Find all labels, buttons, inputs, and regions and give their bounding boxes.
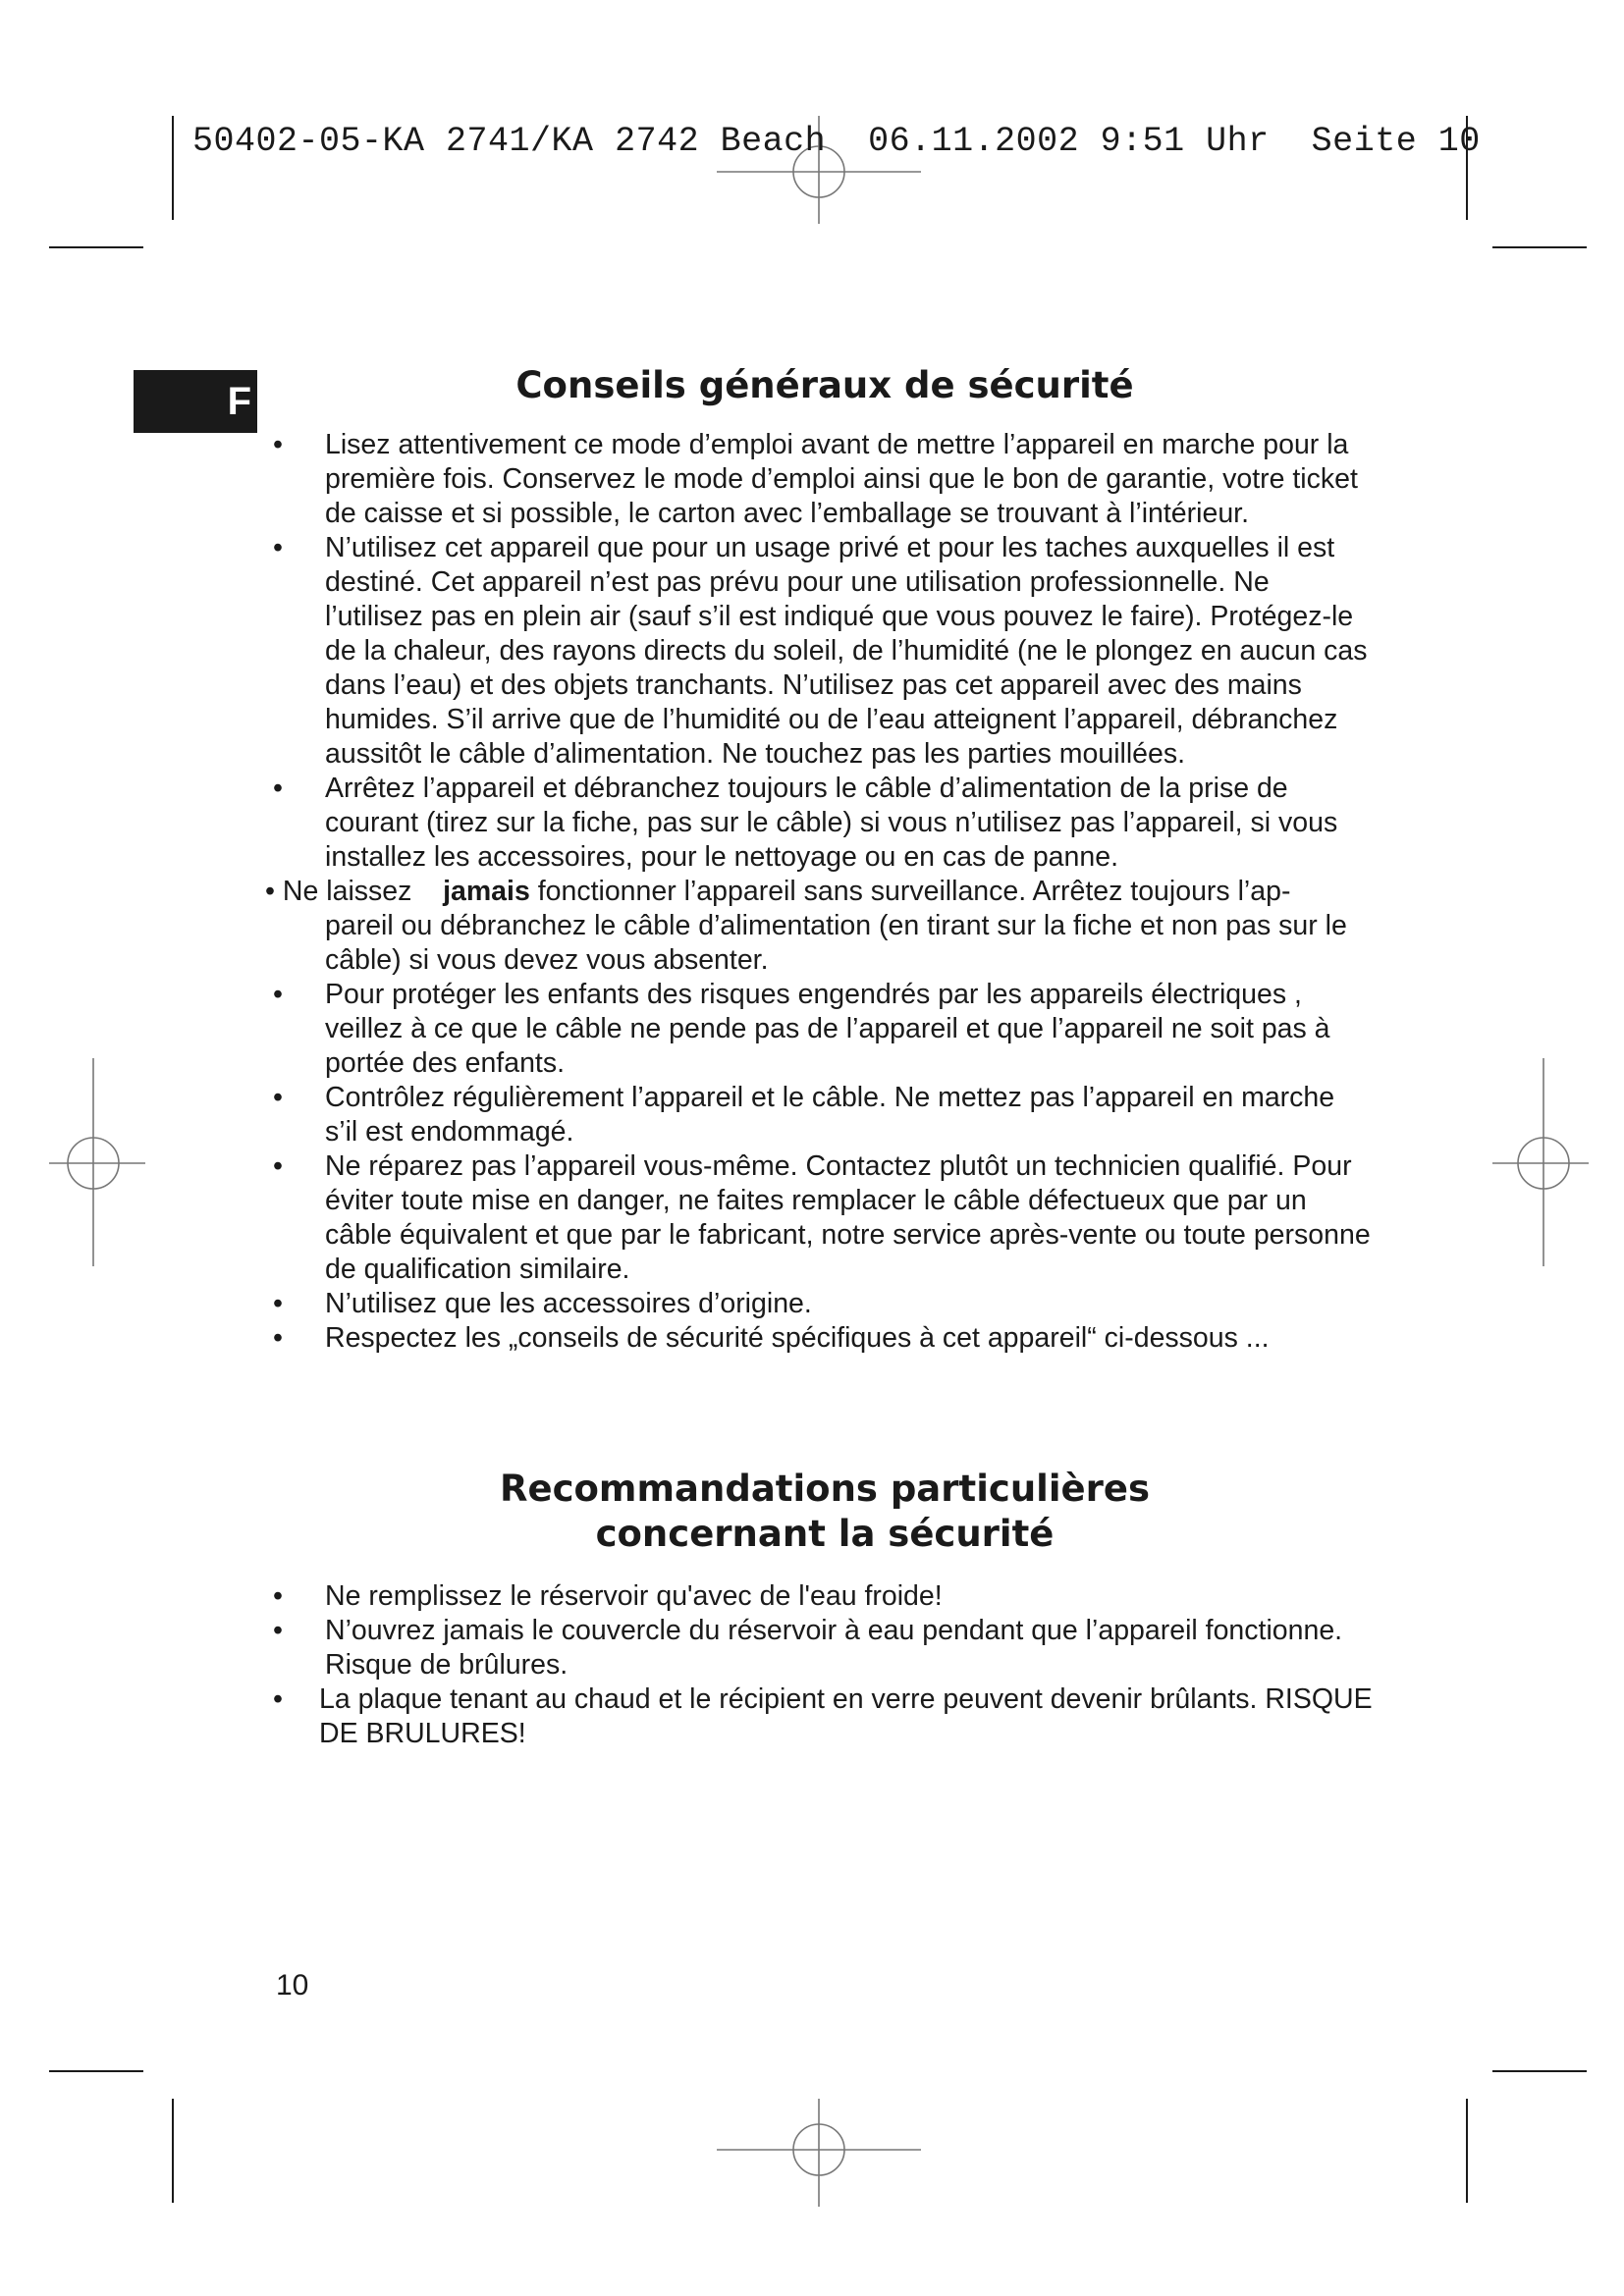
emphasis-text: jamais (443, 876, 530, 907)
list-item: • N’utilisez cet appareil que pour un usage privé et pour les taches auxquelles il est destiné. Cet appareil n’est pas prévu pour une utilisation professionnelle. Ne l’utilisez pas en plein air (sauf s’il est indiqué que vous pouvez le faire). Protégez-le de la chaleur, des rayons directs du soleil, de l’humidité (ne le plongez en aucun cas dans l’eau) et des objets tranchants. N’utilisez pas cet appareil avec des mains humides. S’il arrive que de l’humidité ou de l’eau atteignent l’appareil, débranchez aussitôt le câble d’alimentation. Ne touchez pas les parties mouillées. (273, 532, 1368, 770)
bullet: • (273, 1615, 283, 1646)
list-item: • Arrêtez l’appareil et débranchez toujours le câble d’alimentation de la prise de courant (tirez sur la fiche, pas sur le câble) si vous n’utilisez pas l’appareil, si vous installez les accessoires, pour le nettoyage ou en cas de panne. (273, 773, 1338, 873)
specific-safety-list (265, 1579, 1375, 1751)
bullet: • (273, 1580, 283, 1612)
list-item: • Lisez attentivement ce mode d’emploi avant de mettre l’appareil en marche pour la première fois. Conservez le mode d’emploi ainsi que le bon de garantie, votre ticket de caisse et si possible, le carton avec l’emballage se trouvant à l’intérieur. (273, 429, 1358, 529)
list-item: • La plaque tenant au chaud et le récipient en verre peuvent devenir brûlants. RISQUE DE BRULURES! (273, 1683, 1373, 1749)
list-item: • Contrôlez régulièrement l’appareil et le câble. Ne mettez pas l’appareil en marche s’il est endommagé. (273, 1082, 1335, 1148)
bullet: • (273, 532, 283, 563)
page-number: 10 (276, 1969, 309, 2002)
section-title-specific-safety: Recommandations particulières concernant la sécurité (499, 1468, 1150, 1555)
language-tab: F (134, 370, 257, 433)
print-slug-line: 50402-05-KA 2741/KA 2742 Beach 06.11.2002 9:51 Uhr Seite 10 (192, 122, 1481, 161)
bullet: • (273, 1683, 283, 1715)
bullet: • (273, 979, 283, 1010)
list-item: • Ne réparez pas l’appareil vous-même. Contactez plutôt un technicien qualifié. Pour éviter toute mise en danger, ne faites remplacer le câble défectueux que par un câble équivalent et que par le fabricant, notre service après-vente ou toute personne de qualification similaire. (273, 1150, 1371, 1285)
section-title-general-safety: Conseils généraux de sécurité (515, 364, 1134, 406)
list-item: • Ne laissez jamais fonctionner l’appareil sans surveillance. Arrêtez toujours l’ap- pareil ou débranchez le câble d’alimentation (en tirant sur la fiche et non pas sur le câble) si vous devez vous absenter. (265, 876, 1347, 976)
bullet: • (273, 1150, 283, 1182)
list-item: • Ne remplissez le réservoir qu'avec de l'eau froide! (273, 1580, 943, 1612)
bullet: • (265, 876, 275, 907)
list-item: • N’utilisez que les accessoires d’origine. (273, 1288, 812, 1319)
bullet: • (273, 1288, 283, 1319)
general-safety-list (265, 428, 1375, 1356)
bullet: • (273, 1322, 283, 1354)
list-item: • N’ouvrez jamais le couvercle du réservoir à eau pendant que l’appareil fonctionne. Risque de brûlures. (273, 1615, 1343, 1681)
bullet: • (273, 1082, 283, 1113)
list-item: • Respectez les „conseils de sécurité spécifiques à cet appareil“ ci-dessous ... (273, 1322, 1270, 1354)
list-item: • Pour protéger les enfants des risques engendrés par les appareils électriques , veillez à ce que le câble ne pende pas de l’appareil et que l’appareil ne soit pas à portée des enfants. (273, 979, 1330, 1079)
bullet: • (273, 429, 283, 460)
bullet: • (273, 773, 283, 804)
